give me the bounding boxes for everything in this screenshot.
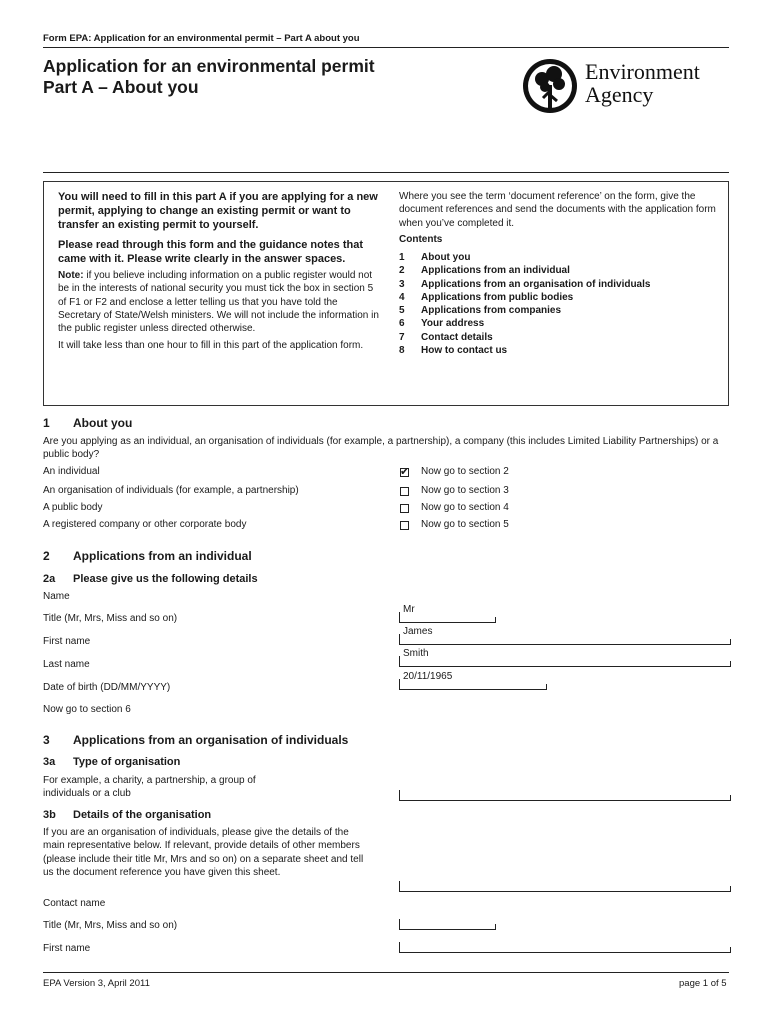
section-1-question: Are you applying as an individual, an organisation of individuals (for example, a partnership), a company (this includes Limited Liability Partnerships) or a public body? — [43, 436, 719, 461]
form-header: Form EPA: Application for an environmental permit – Part A about you — [43, 33, 360, 44]
footer-version: EPA Version 3, April 2011 — [43, 978, 150, 989]
contact-title-label: Title (Mr, Mrs, Miss and so on) — [43, 920, 178, 931]
goto-text: Now go to section 5 — [421, 519, 509, 530]
section-3b-text: If you are an organisation of individuals, please give the details of the main representative below. If relevant, provide details of other members (please include their title Mr, Mrs and so on) on a separate sheet and tell us the document reference you have given this sheet. — [43, 827, 364, 878]
intro-left — [58, 190, 383, 353]
toc-item: 7 Contact details — [399, 331, 493, 343]
section-1-heading: 1 About you — [43, 416, 133, 430]
footer-rule — [43, 972, 729, 973]
dob-label: Date of birth (DD/MM/YYYY) — [43, 682, 171, 693]
section-3b-heading: 3b Details of the organisation — [43, 809, 212, 821]
goto-text: Now go to section 2 — [421, 466, 509, 477]
note-text: if you believe including information on a public register would not be in the interests of national security you must tick the box in section 5 of F1 or F2 and enclose a letter telling us that you have told the Secretary of State/Welsh ministers. We will not include the information in the public register unless directed otherwise. — [58, 270, 379, 335]
environment-agency-logo — [521, 57, 731, 115]
tree-logo-icon — [521, 57, 579, 115]
logo-line-1: Environment — [585, 59, 700, 84]
contact-first-name-label: First name — [43, 943, 91, 954]
last-name-label: Last name — [43, 659, 90, 670]
option-label-individual: An individual — [43, 466, 100, 477]
footer-page-number: page 1 of 5 — [679, 978, 727, 989]
name-label: Name — [43, 591, 70, 602]
logo-wordmark — [585, 60, 700, 106]
contact-title-field[interactable] — [399, 919, 495, 930]
first-name-field[interactable]: James — [399, 634, 730, 645]
note-label: Note: — [58, 270, 84, 281]
toc-item: 1 About you — [399, 252, 471, 263]
option-label-company: A registered company or other corporate body — [43, 519, 247, 530]
toc-item: 3 Applications from an organisation of individuals — [399, 278, 651, 290]
intro-time: It will take less than one hour to fill in this part of the application form. — [58, 340, 364, 352]
goto-text: Now go to section 4 — [421, 502, 509, 513]
contents-list — [399, 251, 650, 357]
toc-item: 5 Applications from companies — [399, 305, 562, 317]
section-3a-text: For example, a charity, a partnership, a group of individuals or a club — [43, 775, 256, 800]
section-3-heading: 3 Applications from an organisation of individuals — [43, 733, 349, 747]
toc-item: 2 Applications from an individual — [399, 265, 570, 277]
contents-title: Contents — [399, 234, 443, 245]
first-name-label: First name — [43, 636, 91, 647]
page-title — [43, 56, 375, 98]
dob-field[interactable]: 20/11/1965 — [399, 679, 546, 690]
logo-line-2: Agency — [585, 82, 654, 107]
title-line-1: Application for an environmental permit — [43, 56, 375, 76]
intro-note — [58, 269, 383, 335]
next-section-text: Now go to section 6 — [43, 704, 131, 715]
option-label-organisation: An organisation of individuals (for example, a partnership) — [43, 485, 299, 496]
toc-item: 6 Your address — [399, 318, 485, 330]
intro-bold-2: Please read through this form and the guidance notes that came with it. Please write clearly in the answer spaces. — [58, 239, 363, 265]
company-checkbox[interactable] — [400, 521, 409, 530]
section-2-heading: 2 Applications from an individual — [43, 549, 252, 563]
organisation-type-field[interactable] — [399, 790, 730, 801]
title-field[interactable]: Mr — [399, 612, 495, 623]
organisation-details-field[interactable] — [399, 881, 730, 892]
option-label-public-body: A public body — [43, 502, 103, 513]
document-reference-note: Where you see the term ‘document reference’ on the form, give the document references and send the documents with the application form when you’ve completed it. — [399, 191, 716, 229]
contact-name-label: Contact name — [43, 898, 106, 909]
individual-checkbox[interactable] — [400, 468, 409, 477]
section-2a-heading: 2a Please give us the following details — [43, 573, 258, 585]
section-3a-heading: 3a Type of organisation — [43, 756, 181, 768]
toc-item: 4 Applications from public bodies — [399, 291, 574, 303]
title-label: Title (Mr, Mrs, Miss and so on) — [43, 613, 178, 624]
toc-item: 8 How to contact us — [399, 345, 508, 357]
header-rule — [43, 47, 729, 48]
goto-text: Now go to section 3 — [421, 485, 509, 496]
title-rule — [43, 172, 729, 173]
title-line-2: Part A – About you — [43, 77, 199, 97]
contact-first-name-field[interactable] — [399, 942, 730, 953]
organisation-checkbox[interactable] — [400, 487, 409, 496]
intro-bold-1: You will need to fill in this part A if you are applying for a new permit, applying to change an existing permit or want to transfer an existing permit to yourself. — [58, 191, 378, 231]
public-body-checkbox[interactable] — [400, 504, 409, 513]
last-name-field[interactable]: Smith — [399, 656, 730, 667]
